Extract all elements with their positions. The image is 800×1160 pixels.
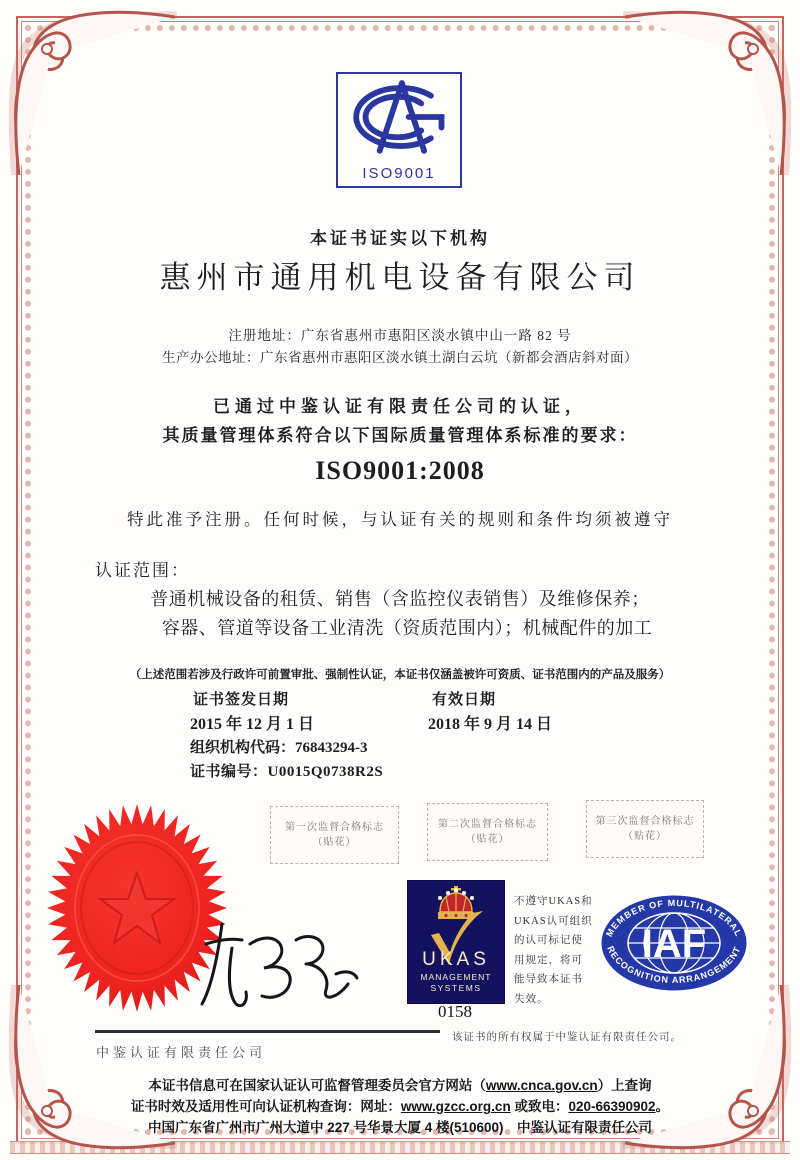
issue-date-value: 2015 年 12 月 1 日: [190, 716, 315, 733]
valid-date-label: 有效日期: [432, 692, 497, 708]
ukas-subtitle1: MANAGEMENT: [420, 972, 492, 982]
footer-gzcc-url: www.gzcc.org.cn: [400, 1099, 511, 1114]
footer-line2-middle: 或致电：: [510, 1099, 569, 1114]
scope-line2: 容器、管道等设备工业清洗（资质范围内）；机械配件的加工: [161, 618, 653, 638]
issuer-name: 中鉴认证有限责任公司: [96, 1045, 267, 1060]
valid-date-value: 2018 年 9 月 14 日: [428, 716, 553, 733]
corner-flourish-top-left: [5, 5, 180, 180]
footer-line2-prefix: 证书时效及适用性可向认证机构查询：网址：: [130, 1099, 401, 1114]
footer-line1: [0, 1074, 800, 1094]
sticker-box-3: [586, 800, 704, 858]
iaf-logo: [600, 894, 748, 992]
ukas-note-line: 的认可标记使: [514, 935, 583, 946]
sticker-box-1: [270, 806, 399, 864]
ukas-note-line: UKAS认可组织: [514, 915, 593, 927]
sticker-box-2-label: 第二次监督合格标志: [438, 819, 537, 830]
grant-statement: 特此准予注册。任何时候，与认证有关的规则和条件均须被遵守: [127, 510, 673, 529]
ownership-note: 该证书的所有权属于中鉴认证有限责任公司。: [452, 1032, 682, 1043]
iaf-top-arc-text: MEMBER OF MULTILATERAL: [604, 897, 744, 939]
sticker-box-3-sub: （贴花）: [623, 831, 667, 842]
sticker-box-1-label: 第一次监督合格标志: [285, 822, 384, 833]
footer-cnca-url: www.cnca.gov.cn: [485, 1078, 598, 1093]
ukas-note-line: 用规定，将可: [514, 954, 583, 966]
ukas-note-line: 不遵守UKAS和: [514, 896, 593, 907]
ukas-name: UKAS: [422, 949, 490, 970]
signature-line: [95, 1030, 440, 1033]
signature-icon: [188, 912, 360, 1020]
certificate-intro: 本证书证实以下机构: [310, 229, 490, 248]
office-address: 生产办公地址：广东省惠州市惠阳区淡水镇土湖白云坑（新都会酒店斜对面）: [162, 350, 638, 365]
issue-date-label: 证书签发日期: [193, 692, 290, 708]
ukas-note: [514, 892, 610, 1009]
standard-name: ISO9001:2008: [315, 456, 485, 485]
footer-line1-prefix: 本证书信息可在国家认证认可监督管理委员会官方网站（: [148, 1078, 486, 1093]
certified-statement-line2: 其质量管理体系符合以下国际质量管理体系标准的要求：: [162, 426, 638, 445]
ukas-note-line: 能导致本证书: [514, 974, 583, 985]
ukas-number: 0158: [438, 1002, 472, 1021]
ukas-note-line: 失效。: [514, 993, 549, 1005]
cqm-logo-icon: [341, 74, 457, 158]
iaf-name: IAF: [641, 922, 707, 966]
scope-line1: 普通机械设备的租赁、销售（含监控仪表销售）及维修保养；: [150, 589, 650, 609]
footer-line1-suffix: ）上查询: [597, 1078, 652, 1093]
sticker-box-3-label: 第三次监督合格标志: [595, 816, 695, 827]
footer-line2-suffix: 。: [655, 1099, 670, 1114]
sticker-box-1-sub: （贴花）: [312, 837, 357, 848]
scope-title: 认证范围：: [95, 561, 190, 580]
certification-logo-box: [336, 72, 462, 188]
corner-flourish-top-right: [620, 5, 795, 180]
company-name: 惠州市通用机电设备有限公司: [159, 260, 641, 295]
org-code: 组织机构代码：76843294-3: [190, 740, 368, 756]
iaf-bottom-arc-text: RECOGNITION ARRANGEMENT: [605, 944, 743, 986]
logo-iso-label: ISO9001: [362, 165, 436, 182]
sticker-box-2-sub: （贴花）: [465, 834, 510, 845]
scope-note: （上述范围若涉及行政许可前置审批、强制性认证，本证书仅涵盖被许可资质、证书范围内的产品及服务）: [129, 669, 671, 681]
ukas-subtitle2: SYSTEMS: [430, 983, 482, 993]
registered-address: 注册地址：广东省惠州市惠阳区淡水镇中山一路 82 号: [228, 328, 572, 343]
certificate-number: 证书编号：U0015Q0738R2S: [190, 764, 384, 780]
footer-line2: [0, 1095, 800, 1115]
footer-phone: 020-66390902: [568, 1099, 656, 1114]
footer-line3: 中国广东省广州市广州大道中 227 号华景大厦 4 楼(510600) 中鉴认证有限责任公司: [147, 1120, 653, 1135]
certified-statement-line1: 已通过中鉴认证有限责任公司的认证，: [213, 397, 587, 416]
ukas-logo: [407, 880, 505, 1004]
sticker-box-2: [427, 803, 548, 861]
